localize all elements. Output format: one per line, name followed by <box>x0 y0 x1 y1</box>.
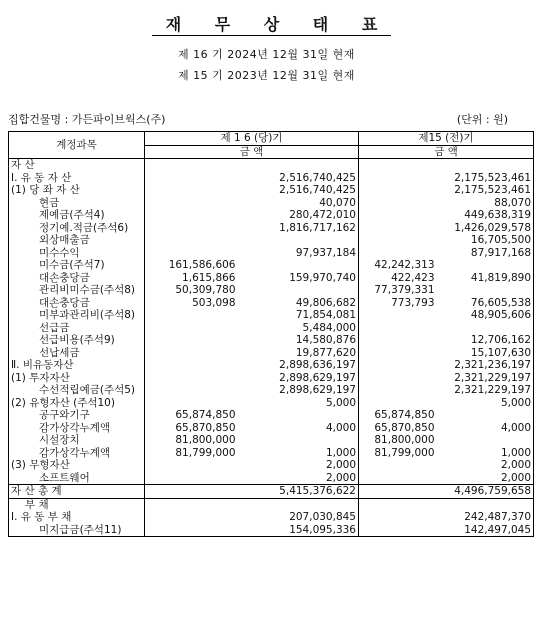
account-label: 시설장치 <box>9 434 145 447</box>
current-total-amount: 71,854,081 <box>238 309 359 322</box>
prior-detail-amount: 773,793 <box>359 297 437 310</box>
prior-total-amount: 4,000 <box>437 422 534 435</box>
prior-total-amount: 242,487,370 <box>437 511 534 524</box>
table-row <box>9 511 534 524</box>
account-label: 선급금 <box>9 322 145 335</box>
account-label: Ⅱ. 비유동자산 <box>9 359 145 372</box>
table-row <box>9 498 534 511</box>
table-row <box>9 297 534 310</box>
prior-detail-amount <box>359 209 437 222</box>
account-label: 소프트웨어 <box>9 472 145 485</box>
account-label: 정기예.적금(주석6) <box>9 222 145 235</box>
prior-total-amount <box>437 284 534 297</box>
current-detail-amount <box>145 524 238 537</box>
current-detail-amount <box>145 197 238 210</box>
prior-detail-amount: 77,379,331 <box>359 284 437 297</box>
account-label: 관리비미수금(주석8) <box>9 284 145 297</box>
current-amount-header: 금 액 <box>145 145 359 159</box>
current-total-amount: 2,000 <box>238 472 359 485</box>
account-label: (3) 무형자산 <box>9 459 145 472</box>
current-detail-amount: 81,800,000 <box>145 434 238 447</box>
table-row <box>9 172 534 185</box>
account-header: 계정과목 <box>9 132 145 159</box>
current-detail-amount <box>145 234 238 247</box>
table-row <box>9 409 534 422</box>
current-detail-amount <box>145 485 238 499</box>
account-label: 자 산 <box>9 159 145 172</box>
current-detail-amount <box>145 184 238 197</box>
prior-total-amount: 1,426,029,578 <box>437 222 534 235</box>
current-detail-amount: 503,098 <box>145 297 238 310</box>
prior-detail-amount <box>359 222 437 235</box>
prior-detail-amount <box>359 459 437 472</box>
current-total-amount: 1,816,717,162 <box>238 222 359 235</box>
current-total-amount <box>238 259 359 272</box>
prior-detail-amount <box>359 498 437 511</box>
account-label: (1) 투자자산 <box>9 372 145 385</box>
account-label: 미부과관리비(주석8) <box>9 309 145 322</box>
prior-detail-amount <box>359 234 437 247</box>
table-row <box>9 485 534 499</box>
current-total-amount: 5,484,000 <box>238 322 359 335</box>
prior-detail-amount <box>359 397 437 410</box>
current-total-amount: 14,580,876 <box>238 334 359 347</box>
current-detail-amount: 65,874,850 <box>145 409 238 422</box>
prior-detail-amount <box>359 197 437 210</box>
current-detail-amount <box>145 384 238 397</box>
current-total-amount: 2,898,629,197 <box>238 372 359 385</box>
table-row <box>9 209 534 222</box>
current-total-amount: 5,000 <box>238 397 359 410</box>
table-row <box>9 334 534 347</box>
current-detail-amount <box>145 459 238 472</box>
prior-detail-amount: 81,800,000 <box>359 434 437 447</box>
current-total-amount <box>238 234 359 247</box>
current-total-amount <box>238 434 359 447</box>
prior-detail-amount <box>359 372 437 385</box>
prior-total-amount <box>437 498 534 511</box>
balance-sheet-table <box>8 131 534 537</box>
prior-total-amount: 15,107,630 <box>437 347 534 360</box>
account-label: 선납세금 <box>9 347 145 360</box>
prior-period-header: 제15 (전)기 <box>359 132 534 146</box>
prior-detail-amount <box>359 247 437 260</box>
prior-detail-amount <box>359 524 437 537</box>
prior-period: 제 15 기 2023년 12월 31일 현재 <box>178 69 355 82</box>
account-label: 현금 <box>9 197 145 210</box>
unit-label: (단위 : 원) <box>456 113 508 126</box>
account-label: 대손충당금 <box>9 297 145 310</box>
table-row <box>9 272 534 285</box>
account-label: 미수금(주석7) <box>9 259 145 272</box>
prior-total-amount <box>437 159 534 172</box>
current-detail-amount <box>145 498 238 511</box>
prior-detail-amount <box>359 172 437 185</box>
table-row <box>9 322 534 335</box>
table-row <box>9 384 534 397</box>
current-detail-amount <box>145 172 238 185</box>
account-label: 감가상각누계액 <box>9 422 145 435</box>
prior-amount-header: 금 액 <box>359 145 534 159</box>
current-total-amount <box>238 498 359 511</box>
current-total-amount: 2,000 <box>238 459 359 472</box>
current-detail-amount <box>145 347 238 360</box>
table-row <box>9 347 534 360</box>
table-row <box>9 159 534 172</box>
account-label: 제예금(주석4) <box>9 209 145 222</box>
prior-detail-amount <box>359 485 437 499</box>
prior-total-amount: 48,905,606 <box>437 309 534 322</box>
table-row <box>9 309 534 322</box>
prior-total-amount: 16,705,500 <box>437 234 534 247</box>
current-detail-amount: 1,615,866 <box>145 272 238 285</box>
account-label: Ⅰ. 유 동 부 채 <box>9 511 145 524</box>
prior-total-amount: 1,000 <box>437 447 534 460</box>
company-name: 집합건물명 : 가든파이브웍스(주) <box>8 113 166 126</box>
prior-total-amount: 4,496,759,658 <box>437 485 534 499</box>
table-row <box>9 472 534 485</box>
prior-total-amount: 2,000 <box>437 472 534 485</box>
current-total-amount: 40,070 <box>238 197 359 210</box>
current-total-amount: 4,000 <box>238 422 359 435</box>
current-detail-amount <box>145 159 238 172</box>
prior-detail-amount: 42,242,313 <box>359 259 437 272</box>
prior-detail-amount: 65,870,850 <box>359 422 437 435</box>
current-detail-amount <box>145 322 238 335</box>
prior-total-amount <box>437 259 534 272</box>
account-label: Ⅰ. 유 동 자 산 <box>9 172 145 185</box>
prior-total-amount <box>437 409 534 422</box>
prior-total-amount: 449,638,319 <box>437 209 534 222</box>
account-label: 감가상각누계액 <box>9 447 145 460</box>
current-total-amount: 154,095,336 <box>238 524 359 537</box>
current-detail-amount <box>145 511 238 524</box>
prior-detail-amount <box>359 384 437 397</box>
prior-total-amount: 2,175,523,461 <box>437 184 534 197</box>
prior-total-amount: 12,706,162 <box>437 334 534 347</box>
current-total-amount: 49,806,682 <box>238 297 359 310</box>
table-row <box>9 197 534 210</box>
account-label: 공구와기구 <box>9 409 145 422</box>
account-label: 외상매출금 <box>9 234 145 247</box>
current-total-amount: 159,970,740 <box>238 272 359 285</box>
prior-detail-amount <box>359 159 437 172</box>
prior-total-amount: 2,321,229,197 <box>437 384 534 397</box>
current-detail-amount <box>145 309 238 322</box>
account-label: (1) 당 좌 자 산 <box>9 184 145 197</box>
current-total-amount: 280,472,010 <box>238 209 359 222</box>
current-total-amount: 2,898,629,197 <box>238 384 359 397</box>
current-detail-amount <box>145 472 238 485</box>
table-row <box>9 372 534 385</box>
current-total-amount: 2,516,740,425 <box>238 172 359 185</box>
current-total-amount <box>238 409 359 422</box>
prior-detail-amount <box>359 322 437 335</box>
current-total-amount: 1,000 <box>238 447 359 460</box>
prior-total-amount: 76,605,538 <box>437 297 534 310</box>
table-row <box>9 234 534 247</box>
prior-detail-amount <box>359 184 437 197</box>
table-row <box>9 459 534 472</box>
prior-total-amount: 142,497,045 <box>437 524 534 537</box>
table-row <box>9 447 534 460</box>
prior-total-amount: 2,000 <box>437 459 534 472</box>
current-period: 제 16 기 2024년 12월 31일 현재 <box>178 48 355 61</box>
table-row <box>9 397 534 410</box>
table-row <box>9 524 534 537</box>
current-total-amount: 2,516,740,425 <box>238 184 359 197</box>
account-label: (2) 유형자산 (주석10) <box>9 397 145 410</box>
current-detail-amount <box>145 334 238 347</box>
current-detail-amount: 81,799,000 <box>145 447 238 460</box>
account-label: 미지급금(주석11) <box>9 524 145 537</box>
table-row <box>9 284 534 297</box>
account-label: 미수수익 <box>9 247 145 260</box>
table-row <box>9 422 534 435</box>
prior-total-amount: 88,070 <box>437 197 534 210</box>
prior-total-amount <box>437 322 534 335</box>
statement-title: 재 무 상 태 표 <box>0 12 543 35</box>
current-detail-amount <box>145 397 238 410</box>
current-total-amount <box>238 159 359 172</box>
current-detail-amount <box>145 359 238 372</box>
table-row <box>9 359 534 372</box>
table-row <box>9 222 534 235</box>
current-total-amount: 207,030,845 <box>238 511 359 524</box>
prior-detail-amount <box>359 309 437 322</box>
current-total-amount: 19,877,620 <box>238 347 359 360</box>
prior-total-amount: 2,175,523,461 <box>437 172 534 185</box>
current-detail-amount <box>145 247 238 260</box>
prior-detail-amount <box>359 511 437 524</box>
table-row <box>9 184 534 197</box>
current-total-amount: 97,937,184 <box>238 247 359 260</box>
current-total-amount: 2,898,636,197 <box>238 359 359 372</box>
account-label: 선급비용(주석9) <box>9 334 145 347</box>
current-detail-amount: 161,586,606 <box>145 259 238 272</box>
table-row <box>9 259 534 272</box>
current-detail-amount: 65,870,850 <box>145 422 238 435</box>
current-detail-amount: 50,309,780 <box>145 284 238 297</box>
prior-total-amount: 87,917,168 <box>437 247 534 260</box>
account-label: 수선적립예금(주석5) <box>9 384 145 397</box>
prior-detail-amount <box>359 359 437 372</box>
current-detail-amount <box>145 209 238 222</box>
prior-detail-amount: 81,799,000 <box>359 447 437 460</box>
prior-total-amount: 2,321,236,197 <box>437 359 534 372</box>
table-row <box>9 434 534 447</box>
current-total-amount: 5,415,376,622 <box>238 485 359 499</box>
prior-detail-amount <box>359 334 437 347</box>
prior-total-amount: 5,000 <box>437 397 534 410</box>
prior-detail-amount: 422,423 <box>359 272 437 285</box>
account-label: 대손충당금 <box>9 272 145 285</box>
prior-total-amount: 41,819,890 <box>437 272 534 285</box>
table-row <box>9 247 534 260</box>
prior-total-amount <box>437 434 534 447</box>
current-period-header: 제 1 6 (당)기 <box>145 132 359 146</box>
prior-total-amount: 2,321,229,197 <box>437 372 534 385</box>
account-label: 부 채 <box>9 498 145 511</box>
prior-detail-amount <box>359 472 437 485</box>
current-detail-amount <box>145 222 238 235</box>
current-detail-amount <box>145 372 238 385</box>
current-total-amount <box>238 284 359 297</box>
prior-detail-amount <box>359 347 437 360</box>
account-label: 자 산 총 계 <box>9 485 145 499</box>
prior-detail-amount: 65,874,850 <box>359 409 437 422</box>
